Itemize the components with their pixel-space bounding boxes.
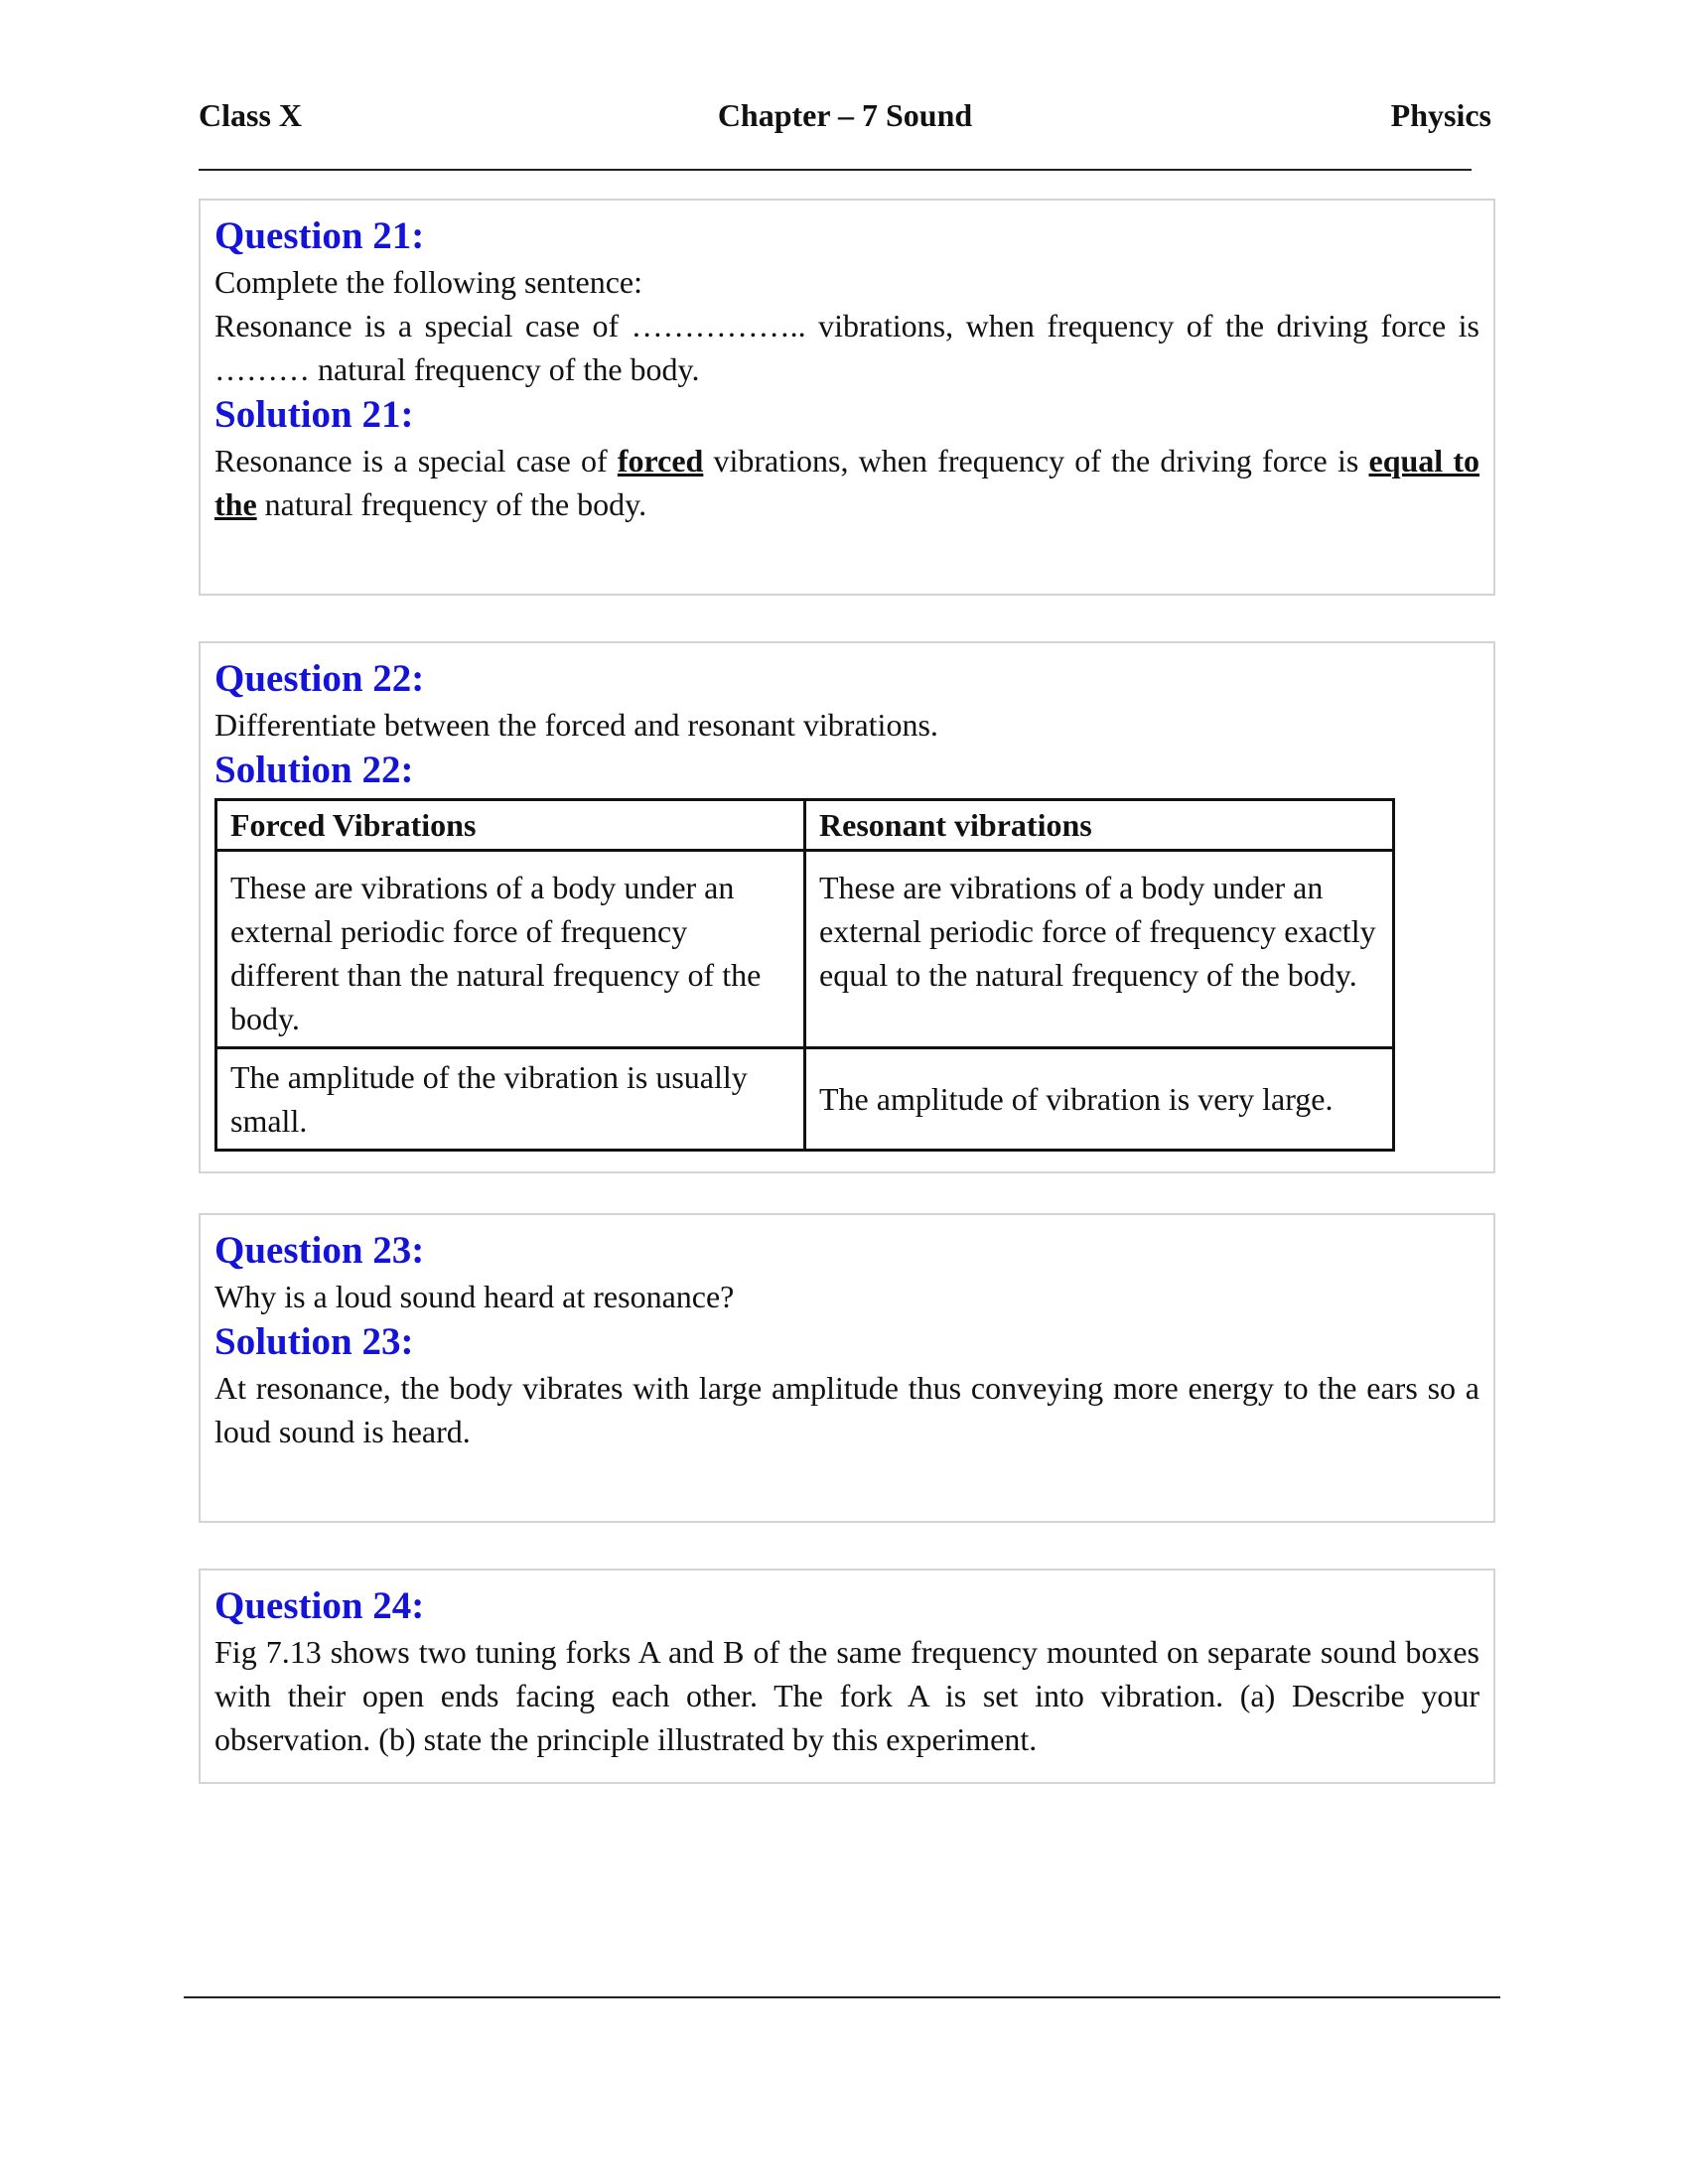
table-cell: These are vibrations of a body under an external periodic force of frequency different than the natural frequency of the body. [216,851,805,1048]
table-row [216,1048,1394,1151]
table-header-forced: Forced Vibrations [216,800,805,851]
question-23-title: Question 23: [214,1229,425,1272]
question-24-text: Fig 7.13 shows two tuning forks A and B of the same frequency mounted on separate sound boxes with their open ends facing each other. The fork A is set into vibration. (a) Describe your observation. (b) state the principle illustrated by this experiment. [214,1634,1479,1757]
question-21-title: Question 21: [214,214,425,257]
question-21-line1: Complete the following sentence: [214,264,642,300]
question-24-box [199,1569,1495,1784]
question-22-box [199,641,1495,1173]
solution-21-part1: Resonance is a special case of [214,443,618,478]
header-class: Class X [199,97,303,133]
question-22-title: Question 22: [214,657,425,700]
footer-divider [184,1996,1500,1998]
solution-21-text [214,439,1479,526]
question-24-title: Question 24: [214,1584,425,1627]
question-23-box [199,1213,1495,1523]
question-23-text: Why is a loud sound heard at resonance? [214,1279,735,1314]
table-row [216,851,1394,1048]
header-chapter: Chapter – 7 Sound [717,97,973,133]
header-subject: Physics [1390,97,1491,133]
question-21-line2: Resonance is a special case of …………….. vibrations, when frequency of the driving force is ……… natural frequency of the body. [214,308,1479,387]
table-cell: The amplitude of vibration is very large. [805,1048,1394,1151]
solution-21-title: Solution 21: [214,393,414,436]
question-21-box [199,199,1495,596]
table-cell: The amplitude of the vibration is usually small. [216,1048,805,1151]
solution-21-answer-forced: forced [617,443,704,478]
page-header [199,97,1491,145]
table-header-row [216,800,1394,851]
comparison-table [214,798,1395,1152]
solution-21-part3: natural frequency of the body. [256,486,647,522]
solution-23-title: Solution 23: [214,1320,414,1363]
solution-21-answer-equal: equal to the [214,443,1480,522]
solution-23-text: At resonance, the body vibrates with large amplitude thus conveying more energy to the ears so a loud sound is heard. [214,1370,1479,1449]
table-header-resonant: Resonant vibrations [805,800,1394,851]
table-cell: These are vibrations of a body under an external periodic force of frequency exactly equal to the natural frequency of the body. [805,851,1394,1048]
header-divider [199,169,1472,171]
solution-21-part2: vibrations, when frequency of the driving force is [703,443,1369,478]
solution-22-title: Solution 22: [214,749,414,791]
question-22-text: Differentiate between the forced and resonant vibrations. [214,707,938,743]
